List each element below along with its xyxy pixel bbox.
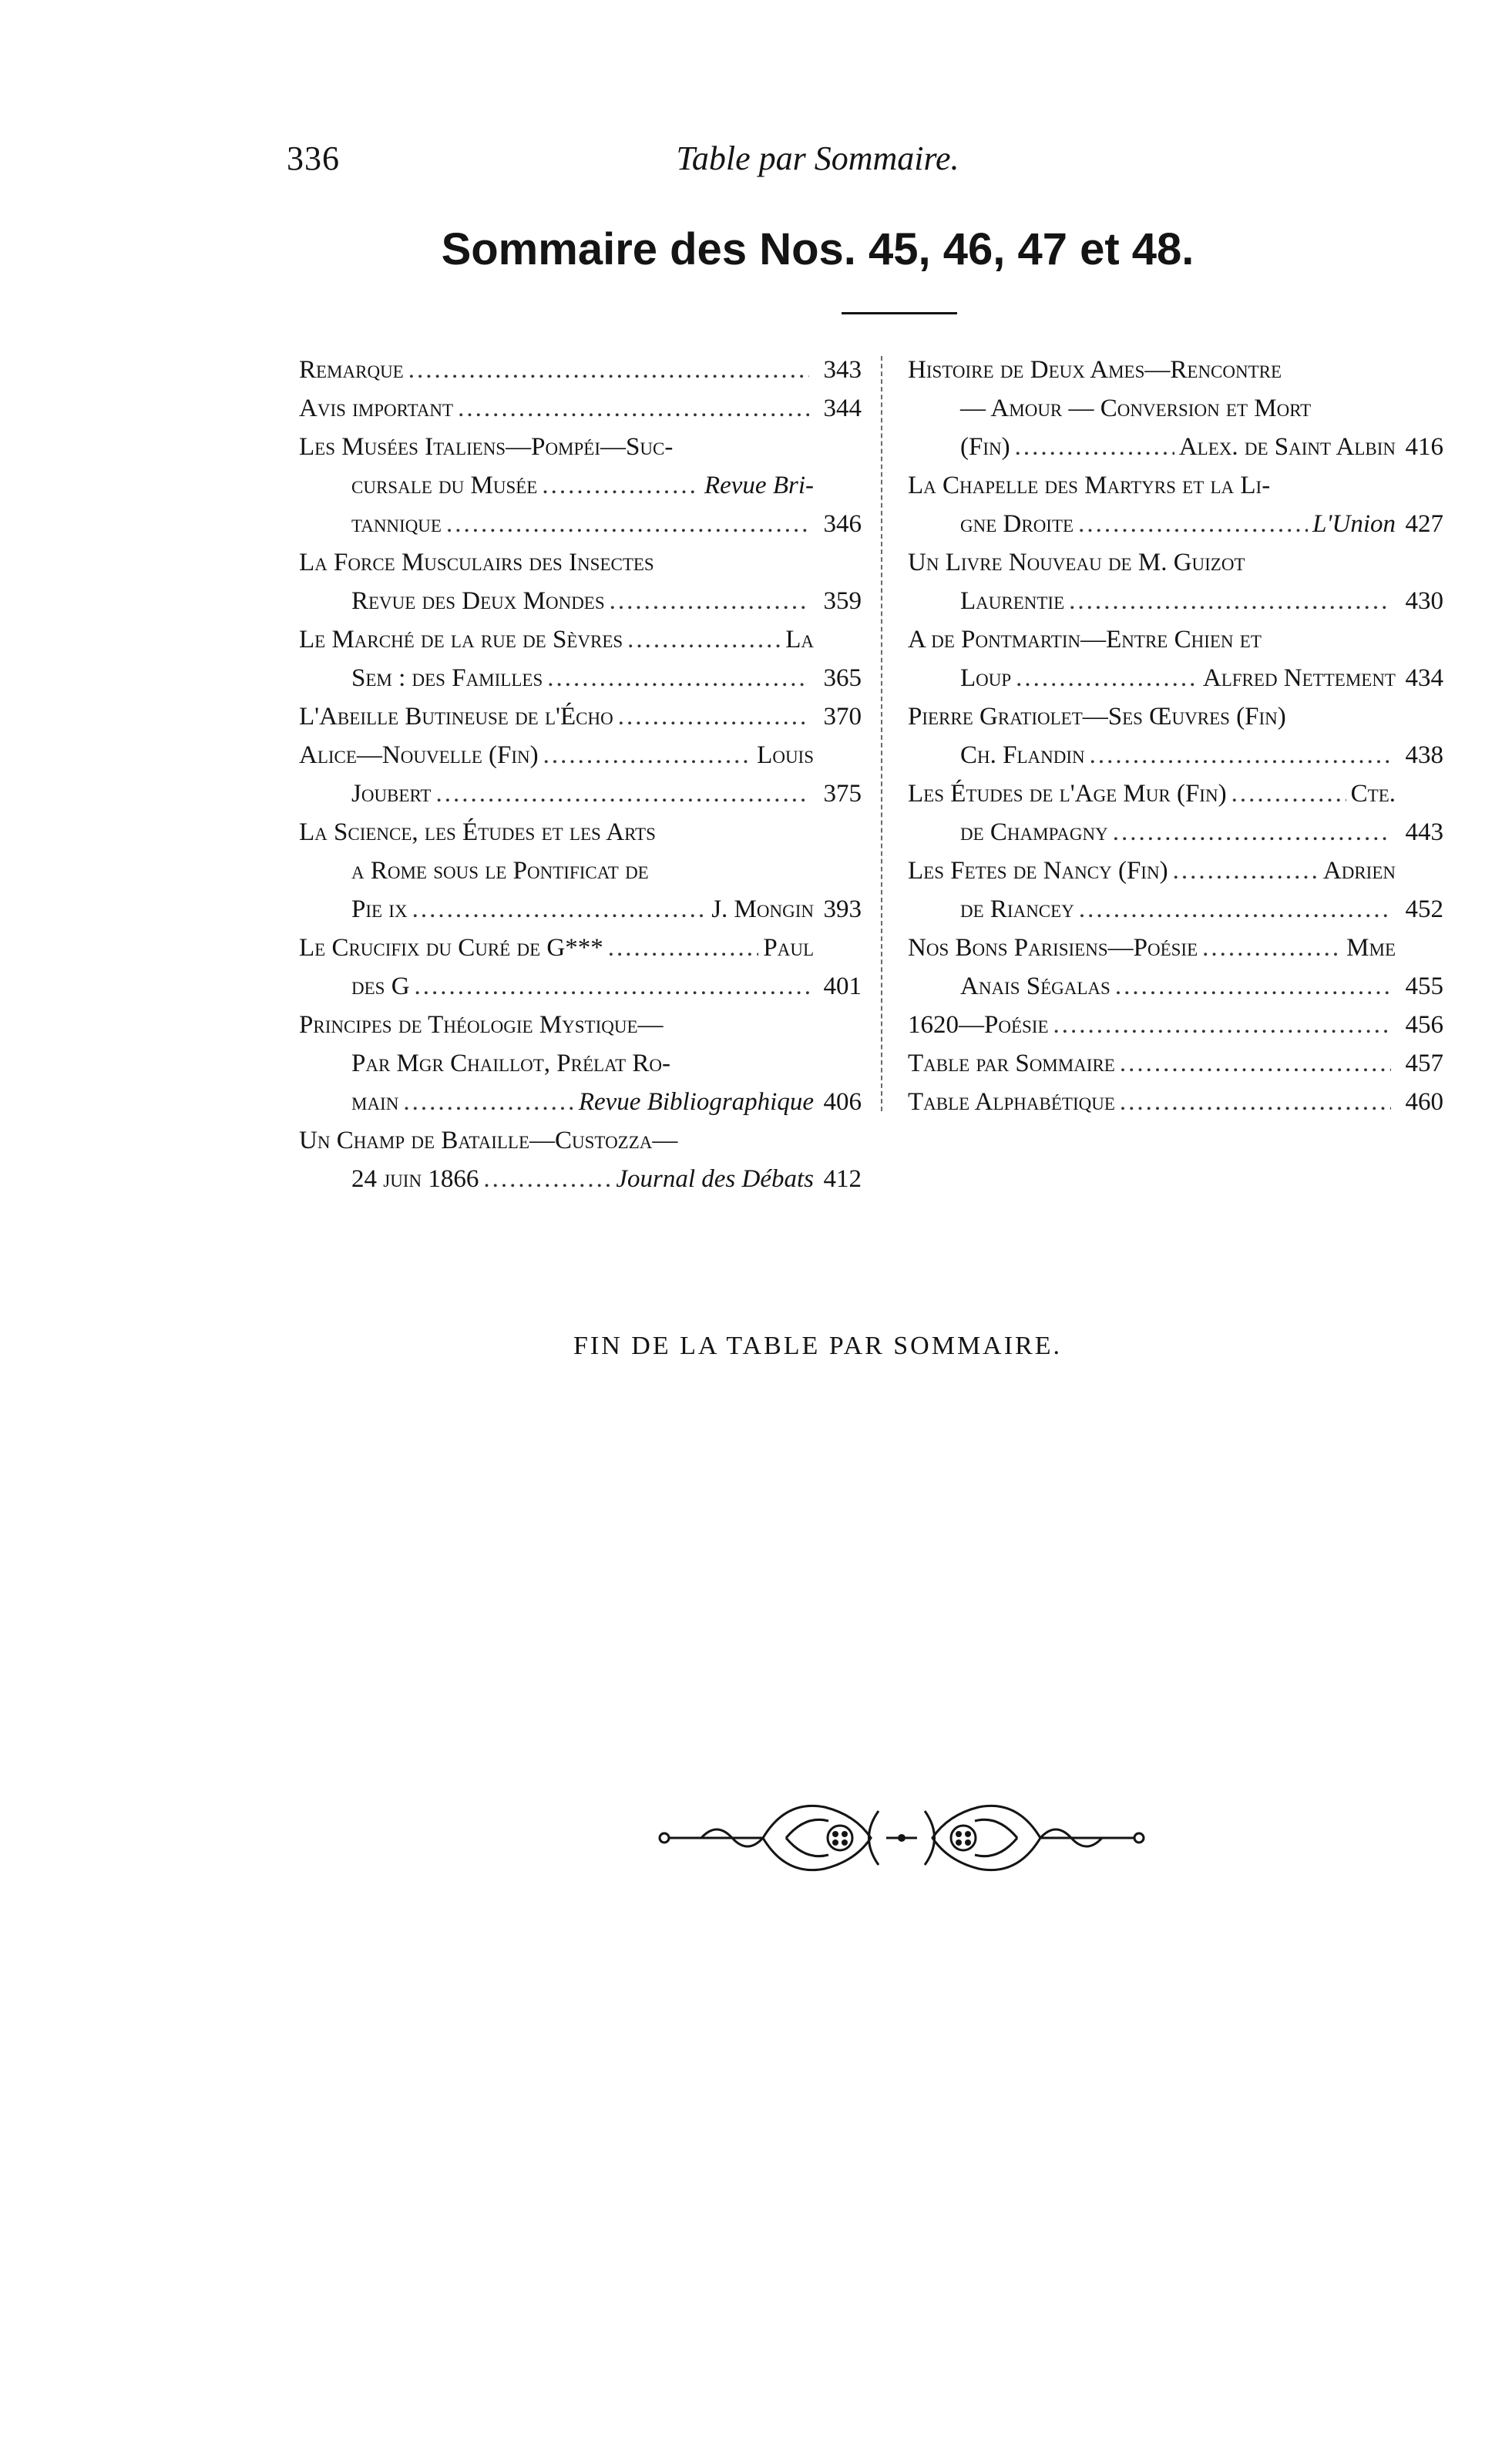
entry-page-number: 434	[1405, 664, 1443, 692]
dot-leader	[412, 890, 707, 929]
entry-page-number: 375	[823, 780, 862, 808]
toc-entry	[908, 543, 1443, 620]
entry-author: Cte.	[1350, 780, 1396, 808]
toc-line	[908, 659, 1443, 697]
toc-right-column	[908, 351, 1443, 1121]
entry-title: Remarque	[299, 356, 404, 384]
entry-title: Les Fetes de Nancy (Fin)	[908, 857, 1168, 885]
dot-leader	[1173, 852, 1319, 890]
toc-line	[299, 466, 862, 505]
entry-title: La Force Musculairs des Insectes	[299, 549, 654, 576]
toc-line	[299, 1044, 862, 1083]
entry-title: Anais Ségalas	[960, 973, 1110, 1000]
entry-title: Les Études de l'Age Mur (Fin)	[908, 780, 1227, 808]
toc-line	[908, 620, 1443, 659]
toc-entry	[299, 1006, 862, 1121]
entry-author: J. Mongin	[711, 895, 814, 923]
toc-entry	[299, 813, 862, 929]
toc-line	[908, 929, 1443, 967]
entry-title: Avis important	[299, 395, 454, 422]
entry-title: Le Crucifix du Curé de G***	[299, 934, 603, 962]
entry-page-number: 365	[823, 664, 862, 692]
toc-entry	[299, 697, 862, 736]
dot-leader	[435, 774, 809, 813]
entry-page-number: 344	[823, 395, 862, 422]
entry-title: Le Marché de la rue de Sèvres	[299, 626, 623, 653]
entry-title: Ch. Flandin	[960, 741, 1085, 769]
dot-leader	[1115, 967, 1391, 1006]
dot-leader	[1231, 774, 1346, 813]
column-divider	[881, 356, 882, 1111]
entry-author: Revue Bibliographique	[578, 1088, 814, 1116]
toc-line	[908, 428, 1443, 466]
toc-line	[299, 389, 862, 428]
entry-author: Mme	[1346, 934, 1396, 962]
toc-line	[299, 351, 862, 389]
entry-title: main	[351, 1088, 399, 1116]
dot-leader	[618, 697, 809, 736]
entry-title: gne Droite	[960, 510, 1074, 538]
entry-page-number: 443	[1405, 818, 1443, 846]
dot-leader	[608, 929, 759, 967]
entry-page-number: 457	[1405, 1050, 1443, 1077]
entry-page-number: 406	[823, 1088, 862, 1116]
entry-title: Laurentie	[960, 587, 1065, 615]
entry-title: Les Musées Italiens—Pompéi—Suc-	[299, 433, 674, 461]
toc-line	[908, 697, 1443, 736]
dot-leader	[415, 967, 809, 1006]
toc-line	[299, 505, 862, 543]
entry-page-number: 343	[823, 356, 862, 384]
entry-title: 1620—Poésie	[908, 1011, 1049, 1039]
toc-line	[299, 736, 862, 774]
entry-title: Sem : des Familles	[351, 664, 543, 692]
end-note: FIN DE LA TABLE PAR SOMMAIRE.	[573, 1332, 1063, 1360]
toc-line	[299, 428, 862, 466]
entry-title: Alice—Nouvelle (Fin)	[299, 741, 539, 769]
toc-line	[299, 697, 862, 736]
entry-title: Un Livre Nouveau de M. Guizot	[908, 549, 1245, 576]
entry-page-number: 455	[1405, 973, 1443, 1000]
dot-leader	[458, 389, 809, 428]
toc-entry	[299, 620, 862, 697]
title-rule	[842, 312, 957, 314]
entry-title: La Science, les Études et les Arts	[299, 818, 656, 846]
toc-line	[299, 852, 862, 890]
entry-author: L'Union	[1312, 510, 1396, 538]
toc-entry	[908, 929, 1443, 1006]
entry-title: Nos Bons Parisiens—Poésie	[908, 934, 1198, 962]
dot-leader	[1113, 813, 1391, 852]
toc-line	[908, 890, 1443, 929]
entry-title: Pie ix	[351, 895, 408, 923]
entry-author: Journal des Débats	[616, 1165, 814, 1193]
toc-line	[908, 1044, 1443, 1083]
toc-line	[908, 351, 1443, 389]
toc-line	[299, 1121, 862, 1160]
dot-leader	[1079, 890, 1391, 929]
toc-line	[908, 389, 1443, 428]
toc-entry	[299, 351, 862, 389]
dot-leader	[1120, 1044, 1391, 1083]
page-title: Sommaire des Nos. 45, 46, 47 et 48.	[441, 224, 1194, 274]
dot-leader	[483, 1160, 611, 1198]
dot-leader	[1202, 929, 1342, 967]
toc-entry	[908, 466, 1443, 543]
toc-entry	[908, 852, 1443, 929]
entry-title: L'Abeille Butineuse de l'Écho	[299, 703, 613, 731]
toc-line	[299, 659, 862, 697]
dot-leader	[543, 736, 753, 774]
entry-title: — Amour — Conversion et Mort	[960, 395, 1312, 422]
entry-author: Revue Bri-	[704, 472, 814, 499]
toc-entry	[908, 1044, 1443, 1083]
toc-line	[299, 890, 862, 929]
entry-page-number: 346	[823, 510, 862, 538]
entry-title: des G	[351, 973, 410, 1000]
toc-entry	[299, 736, 862, 813]
dot-leader	[1016, 659, 1198, 697]
dot-leader	[408, 351, 809, 389]
toc-left-column	[299, 351, 862, 1198]
entry-page-number: 452	[1405, 895, 1443, 923]
toc-entry	[299, 929, 862, 1006]
entry-title: Principes de Théologie Mystique—	[299, 1011, 664, 1039]
entry-title: Table par Sommaire	[908, 1050, 1115, 1077]
floral-ornament-icon	[655, 1796, 1148, 1880]
dot-leader	[610, 582, 809, 620]
toc-line	[908, 1006, 1443, 1044]
toc-line	[299, 543, 862, 582]
toc-line	[299, 813, 862, 852]
dot-leader	[547, 659, 809, 697]
toc-line	[908, 736, 1443, 774]
toc-line	[908, 852, 1443, 890]
entry-title: (Fin)	[960, 433, 1010, 461]
dot-leader	[1078, 505, 1308, 543]
entry-author: Adrien	[1322, 857, 1396, 885]
entry-title: A de Pontmartin—Entre Chien et	[908, 626, 1262, 653]
dot-leader	[542, 466, 700, 505]
entry-title: tannique	[351, 510, 442, 538]
toc-line	[299, 582, 862, 620]
entry-title: de Riancey	[960, 895, 1074, 923]
entry-page-number: 370	[823, 703, 862, 731]
entry-title: Table Alphabétique	[908, 1088, 1115, 1116]
entry-title: cursale du Musée	[351, 472, 538, 499]
entry-page-number: 412	[823, 1165, 862, 1193]
entry-title: Par Mgr Chaillot, Prélat Ro-	[351, 1050, 671, 1077]
toc-entry	[908, 697, 1443, 774]
entry-page-number: 401	[823, 973, 862, 1000]
page-number: 336	[287, 139, 340, 177]
entry-title: Revue des Deux Mondes	[351, 587, 605, 615]
dot-leader	[1053, 1006, 1391, 1044]
entry-title: Un Champ de Bataille—Custozza—	[299, 1127, 678, 1154]
toc-entry	[908, 1006, 1443, 1044]
entry-title: La Chapelle des Martyrs et la Li-	[908, 472, 1271, 499]
toc-entry	[299, 389, 862, 428]
entry-title: de Champagny	[960, 818, 1108, 846]
toc-line	[908, 543, 1443, 582]
toc-line	[299, 620, 862, 659]
toc-line	[908, 1083, 1443, 1121]
toc-line	[908, 774, 1443, 813]
dot-leader	[1090, 736, 1391, 774]
entry-author: La	[785, 626, 814, 653]
toc-line	[908, 582, 1443, 620]
toc-entry	[299, 428, 862, 543]
entry-page-number: 427	[1405, 510, 1443, 538]
entry-page-number: 393	[823, 895, 862, 923]
toc-line	[299, 967, 862, 1006]
toc-entry	[908, 351, 1443, 466]
dot-leader	[403, 1083, 573, 1121]
entry-page-number: 456	[1405, 1011, 1443, 1039]
entry-title: a Rome sous le Pontificat de	[351, 857, 649, 885]
entry-title: 24 juin 1866	[351, 1165, 479, 1193]
entry-author: Paul	[763, 934, 814, 962]
dot-leader	[627, 620, 781, 659]
toc-line	[908, 967, 1443, 1006]
toc-line	[908, 505, 1443, 543]
entry-page-number: 359	[823, 587, 862, 615]
dot-leader	[1120, 1083, 1391, 1121]
toc-line	[299, 1083, 862, 1121]
toc-line	[908, 813, 1443, 852]
toc-entry	[908, 774, 1443, 852]
toc-line	[299, 1160, 862, 1198]
toc-line	[299, 929, 862, 967]
toc-line	[299, 1006, 862, 1044]
toc-entry	[299, 1121, 862, 1198]
entry-author: Alfred Nettement	[1202, 664, 1396, 692]
toc-entry	[908, 620, 1443, 697]
toc-entry	[908, 1083, 1443, 1121]
dot-leader	[1069, 582, 1391, 620]
running-head: Table par Sommaire.	[676, 139, 959, 177]
entry-title: Pierre Gratiolet—Ses Œuvres (Fin)	[908, 703, 1286, 731]
entry-page-number: 430	[1405, 587, 1443, 615]
entry-title: Joubert	[351, 780, 432, 808]
entry-title: Histoire de Deux Ames—Rencontre	[908, 356, 1282, 384]
dot-leader	[446, 505, 809, 543]
entry-author: Alex. de Saint Albin	[1178, 433, 1396, 461]
toc-line	[299, 774, 862, 813]
entry-title: Loup	[960, 664, 1012, 692]
entry-author: Louis	[757, 741, 814, 769]
entry-page-number: 416	[1405, 433, 1443, 461]
entry-page-number: 438	[1405, 741, 1443, 769]
toc-line	[908, 466, 1443, 505]
toc-entry	[299, 543, 862, 620]
dot-leader	[1015, 428, 1174, 466]
entry-page-number: 460	[1405, 1088, 1443, 1116]
